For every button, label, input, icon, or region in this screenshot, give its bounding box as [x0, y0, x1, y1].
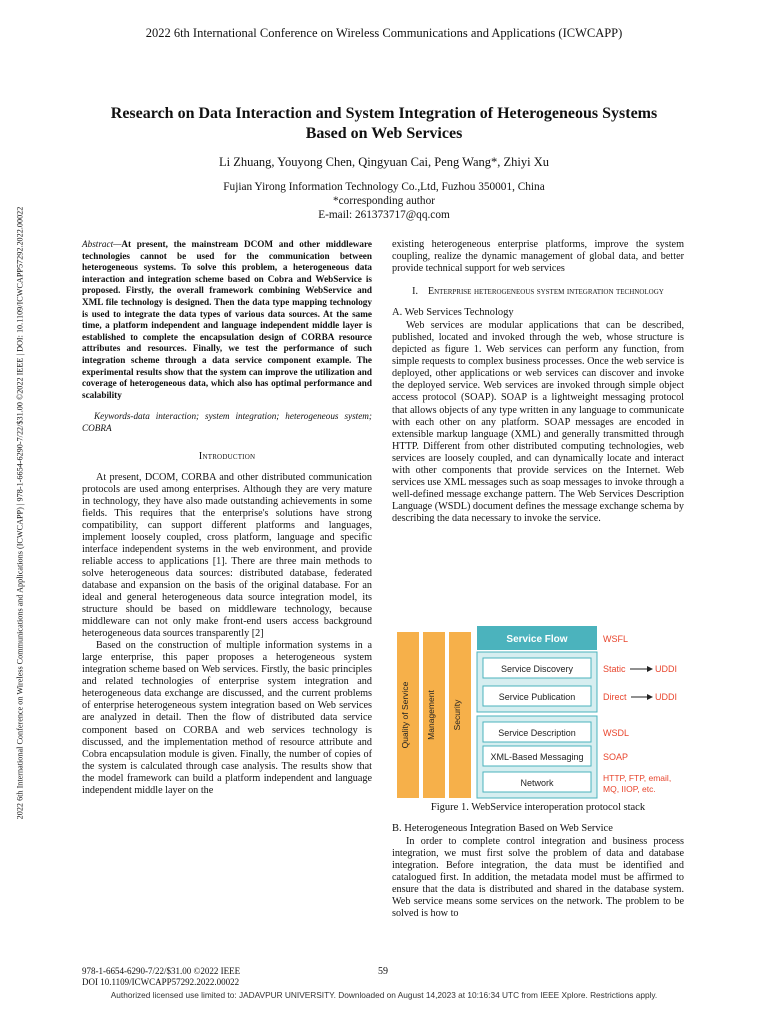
subsection-a-text: Web services are modular applications that can be described, published, located and invoked through the web, whose structure is depicted as figure 1. Web services can perform any function, from simple requests to complex business processes. Once the web service is deployed, other applications or web services can discover and invoke the deployed service. Web services are invoked through simple object access protocol (SOAP). SOAP is a lightweight messaging protocol that allows objects of any type written in any language to communicate with each other on any platform. SOAP messages are encoded in extensible markup language (XML) and generally transmitted through HTTP. Different from other distributed computing technologies, web services are loosely coupled, and can dynamically locate and interact with other components that provide services on the Internet. Web services use XML messages such as soap messages to invoke through a well-defined message exchange pattern. The Web Services Description Language (WSDL) document defines the message exchange schema by describing the data necessary to invoke the service. [392, 320, 684, 524]
direct-label: Direct [603, 692, 627, 702]
section-1-title: Enterprise heterogeneous system integration technology [428, 286, 664, 298]
subsection-a-heading: A. Web Services Technology [392, 307, 514, 319]
service-description-label: Service Description [498, 728, 576, 738]
right-column-bottom [392, 823, 684, 920]
left-column [82, 239, 372, 797]
keywords: Keywords-data interaction; system integration; heterogeneous system; COBRA [82, 411, 372, 433]
security-label: Security [452, 699, 462, 731]
side-note-text: 2022 6th International Conference on Wireless Communications and Applications (ICWCAPP) | 978-1-6654-6290-7/22/$31.00 ©2022 IEEE | DOI: 10.1109/ICWCAPP57292.2022.00022 [15, 206, 25, 820]
affiliation-block [82, 180, 686, 222]
authorized-use-note: Authorized licensed use limited to: JADAVPUR UNIVERSITY. Downloaded on August 14,2023 at 10:16:34 UTC from IEEE Xplore. Restrictions apply. [110, 990, 658, 1000]
static-arrowhead-icon [647, 666, 653, 672]
network-protocols-label-2: MQ, IIOP, etc. [603, 784, 656, 794]
subsection-b-heading: B. Heterogeneous Integration Based on Web Service [392, 823, 613, 834]
title-line-2: Based on Web Services [305, 125, 463, 142]
uddi-label-2: UDDI [655, 692, 677, 702]
service-discovery-label: Service Discovery [500, 664, 574, 674]
side-note [13, 128, 27, 898]
management-label: Management [426, 690, 436, 740]
intro-paragraph-1: At present, DCOM, CORBA and other distributed communication protocols are used among enterprises. Although they are very mature in technology, they have also made outstanding achievements in some fields. This requires that the enterprise's solutions have strong compatibility, can support different platforms and languages, implement loosely coupled, cross platform, language and specific interface independent systems in the web environment, and provide reliable access to applications [1]. There are three main methods to solve heterogeneous data sources: distributed database, federated database and expansion on the basis of the original database. For an ideal and general heterogeneous data source integration model, its structure should be based on middleware technology, because middleware can not only make front-end users access background heterogeneous data sources transparently [2] [82, 471, 372, 640]
abstract-text: At present, the mainstream DCOM and other middleware technologies cannot be used for the communication between heterogeneous systems. To solve this problem, a heterogeneous data interaction and integration scheme based on Cobra and WebService is proposed. Firstly, the overall framework combining WebService and XML file technology is designed. Then the data type mapping technology is used to integrate the data types of various data sources. At the same time, a platform independent and language independent middle layer is established to complete the encapsulation design of CORBA resource attributes and resources. Finally, we test the performance of such integration scheme through a data service component example. The experimental results show that the system can improve the utilization and coverage of heterogeneous data, which also has optimal performance and scalability [82, 239, 372, 400]
footer-doi: DOI 10.1109/ICWCAPP57292.2022.00022 [82, 977, 240, 987]
figure-caption: Figure 1. WebService interoperation protocol stack [430, 802, 646, 813]
network-protocols-label-1: HTTP, FTP, email, [603, 773, 672, 783]
abstract [82, 239, 372, 401]
paper-title [82, 104, 686, 144]
page-number: 59 [378, 966, 388, 977]
section-1-heading [392, 285, 684, 299]
intro-paragraph-2: Based on the construction of multiple information systems in a large enterprise, this paper proposes a heterogeneous system integration scheme based on Web services. Firstly, the basic principles and related technologies of enterprise system integration and heterogeneous data exchange are discussed, and the current problems of enterprise heterogeneous system integration based on Web services are analyzed in detail. Then the flow of distributed data service component based on CORBA and web services technology is discussed, and the implementation method of resource attribute and Cobra encapsulation module is given. Finally, the number of copies of the system is calculated through case analysis. The results show that the model framework can build a platform independent and language independent middle layer on the [82, 640, 372, 796]
affiliation: Fujian Yirong Information Technology Co.,Ltd, Fuzhou 350001, China [223, 181, 545, 193]
xml-messaging-label: XML-Based Messaging [490, 752, 584, 762]
footer-isbn: 978-1-6654-6290-7/22/$31.00 ©2022 IEEE [82, 966, 241, 976]
authors: Li Zhuang, Youyong Chen, Qingyuan Cai, Peng Wang*, Zhiyi Xu [219, 155, 549, 169]
corresponding-author: *corresponding author [333, 195, 435, 207]
conference-header: 2022 6th International Conference on Wireless Communications and Applications (ICWCAPP) [145, 26, 623, 40]
footer-copyright [82, 966, 240, 988]
abstract-label: Abstract— [82, 239, 122, 249]
section-1-number: I. [412, 286, 418, 298]
soap-label: SOAP [603, 752, 629, 762]
right-paragraph-0: existing heterogeneous enterprise platforms, improve the system coupling, realize the dynamic management of global data, and better provide technical support for web services [392, 239, 684, 275]
intro-heading: Introduction [198, 450, 256, 462]
email: E-mail: 261373717@qq.com [318, 209, 450, 221]
qos-label: Quality of Service [400, 681, 410, 749]
static-label: Static [603, 664, 626, 674]
service-flow-label: Service Flow [506, 634, 568, 645]
right-column-top [392, 239, 684, 525]
direct-arrowhead-icon [647, 694, 653, 700]
title-line-1: Research on Data Interaction and System Integration of Heterogeneous Systems [110, 105, 658, 122]
wsfl-label: WSFL [603, 634, 629, 644]
uddi-label-1: UDDI [655, 664, 677, 674]
webservice-protocol-stack-figure [395, 624, 681, 800]
subsection-b-text: In order to complete control integration and business process integration, we must first solve the problem of data and database integration. Before integration, the data must be identified and catalogued first. In addition, the metadata model must be affirmed to ensure that the data is distributed and shared in the database system. Web service means some services on the network. The problem to be solved is how to [392, 836, 684, 920]
network-label: Network [520, 778, 554, 788]
wsdl-label: WSDL [603, 728, 630, 738]
service-publication-label: Service Publication [498, 692, 576, 702]
